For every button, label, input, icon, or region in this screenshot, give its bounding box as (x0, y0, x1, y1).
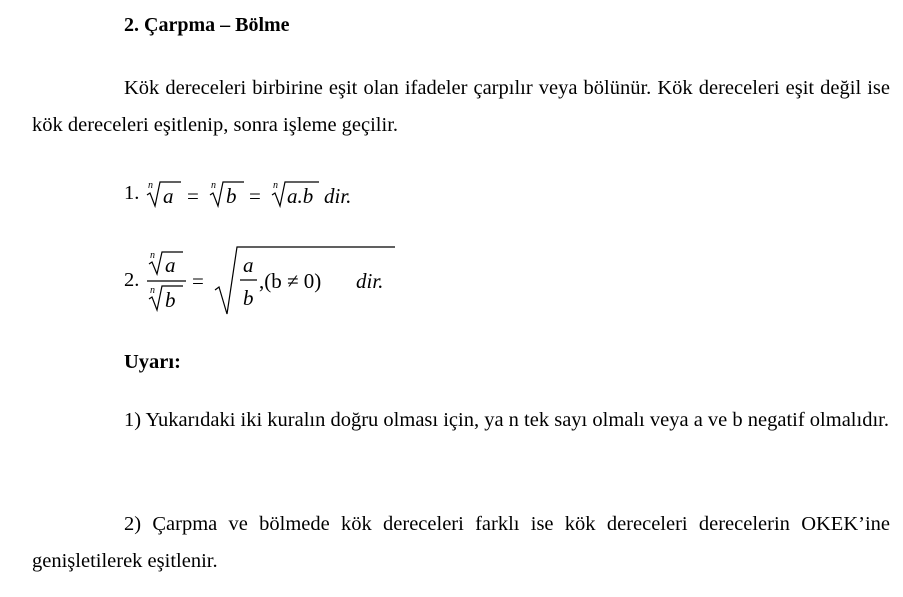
fraction-denominator-b: b (242, 286, 253, 310)
quotient-formula (145, 244, 405, 316)
root-index: n (210, 180, 216, 191)
radicand-product: a.b (286, 184, 313, 208)
rule-suffix: dir. (355, 269, 383, 293)
root-index: n (149, 250, 155, 261)
radicand-a: a (162, 184, 173, 208)
note-text: 1) Yukarıdaki iki kuralın doğru olması için, ya n tek sayı olmalı veya a ve b negatif olmalıdır. (124, 409, 889, 431)
intro-text: Kök dereceleri birbirine eşit olan ifadeler çarpılır veya bölünür. Kök dereceleri eşit değil ise kök dereceleri eşitlenip, sonra işleme geçilir. (32, 77, 890, 136)
root-index: n (272, 180, 278, 191)
root-index: n (147, 180, 153, 191)
rule-quotient (124, 244, 405, 316)
denominator-b: b (164, 288, 175, 312)
root-index: n (149, 285, 155, 296)
rule-product (124, 178, 405, 212)
fraction-numerator-a: a (242, 253, 253, 277)
warning-label: Uyarı: (124, 351, 181, 373)
product-formula (145, 178, 405, 212)
numerator-a: a (164, 253, 175, 277)
warning-note-1 (32, 402, 890, 439)
equals-sign: = (248, 184, 261, 208)
condition: ,(b ≠ 0) (258, 269, 321, 293)
warning-note-2 (32, 506, 890, 580)
equals-sign: = (186, 184, 199, 208)
equals-sign: = (191, 269, 204, 293)
rule-suffix: dir. (323, 184, 351, 208)
radicand-b: b (225, 184, 236, 208)
note-text: 2) Çarpma ve bölmede kök dereceleri farklı ise kök dereceleri derecelerin OKEK’ine genişletilerek eşitlenir. (32, 513, 890, 572)
intro-paragraph (32, 70, 890, 144)
rule-number: 2. (124, 269, 140, 291)
section-heading: 2. Çarpma – Bölme (124, 14, 290, 36)
rule-number: 1. (124, 182, 140, 204)
